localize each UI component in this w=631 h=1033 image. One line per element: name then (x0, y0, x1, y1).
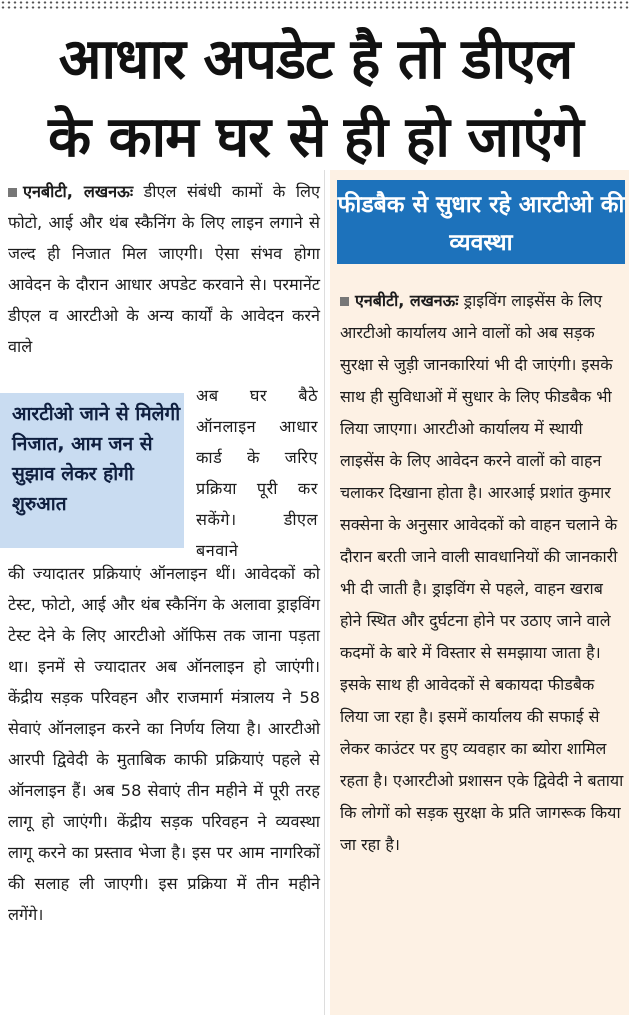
article-body-text: की ज्यादातर प्रक्रियाएं ऑनलाइन थीं। आवेदकों को टेस्ट, फोटो, आई और थंब स्कैनिंग के अलावा ड्राइविंग टेस्ट देने के लिए आरटीओ ऑफिस तक जाना पड़ता था। इनमें से ज्यादातर अब ऑनलाइन हो जाएंगी। केंद्रीय सड़क परिवहन और राजमार्ग मंत्रालय ने 58 सेवाएं ऑनलाइन करने का निर्णय लिया है। आरटीओ आरपी द्विवेदी के मुताबिक काफी प्रक्रियाएं पहले से ऑनलाइन हैं। अब 58 सेवाएं तीन महीने में पूरी तरह लागू हो जाएंगी। केंद्रीय सड़क परिवहन ने व्यवस्था लागू करने का प्रस्ताव भेजा है। इस पर आम नागरिकों की सलाह ली जाएगी। इस प्रक्रिया में तीन महीने लगेंगे। (8, 564, 320, 924)
sidebar-title: फीडबैक से सुधार रहे आरटीओ की व्यवस्था (337, 180, 625, 264)
article-narrow (196, 380, 318, 566)
column-divider (324, 170, 325, 1015)
sidebar-text: ड्राइविंग लाइसेंस के लिए आरटीओ कार्यालय आने वालों को अब सड़क सुरक्षा से जुड़ी जानकारियां भी दी जाएंगी। इसके साथ ही सुविधाओं में सुधार के लिए फीडबैक भी लिया जाएगा। आरटीओ कार्यालय में स्थायी लाइसेंस के लिए आवेदन करने वालों को वाहन चलाकर दिखाना होता है। आरआई प्रशांत कुमार सक्सेना के अनुसार आवेदकों को वाहन चलाने के दौरान बरती जाने वाली सावधानियों की जानकारी भी दी जाती है। ड्राइविंग से पहले, वाहन खराब होने स्थित और दुर्घटना होने पर उठाए जाने वाले कदमों के बारे में विस्तार से समझाया जाता है। इसके साथ ही आवेदकों से बकायदा फीडबैक लिया जा रहा है। इसमें कार्यालय की सफाई से लेकर काउंटर पर हुए व्यवहार का ब्योरा शामिल रहता है। एआरटीओ प्रशासन एके द्विवेदी ने बताया कि लोगों को सड़क सुरक्षा के प्रति जागरूक किया जा रहा है। (340, 291, 624, 854)
article-body (8, 558, 320, 930)
headline-line-2: के काम घर से ही हो जाएंगे (48, 105, 583, 170)
article-intro-text: डीएल संबंधी कामों के लिए फोटो, आई और थंब स्कैनिंग के लिए लाइन लगाने से जल्द ही निजात मिल जाएगी। ऐसा संभव होगा आवेदन के दौरान आधार अपडेट करवाने से। परमानेंट डीएल व आरटीओ के अन्य कार्यों के आवेदन करने वाले (8, 182, 320, 356)
bullet-icon (340, 297, 349, 306)
article-dateline: एनबीटी, लखनऊः (23, 182, 134, 201)
sidebar-dateline: एनबीटी, लखनऊः (355, 291, 459, 310)
pullquote-box (0, 393, 184, 548)
pullquote-text: आरटीओ जाने से मिलेगी निजात, आम जन से सुझाव लेकर होगी शुरुआत (12, 403, 181, 515)
headline-line-1: आधार अपडेट है तो डीएल (58, 27, 573, 92)
sidebar-body (340, 285, 624, 861)
bullet-icon (8, 188, 17, 197)
article-narrow-text: अब घर बैठे ऑनलाइन आधार कार्ड के जरिए प्रक्रिया पूरी कर सकेंगे। डीएल बनवाने (196, 386, 318, 560)
article-intro (8, 176, 320, 362)
dotted-rule (0, 0, 631, 10)
